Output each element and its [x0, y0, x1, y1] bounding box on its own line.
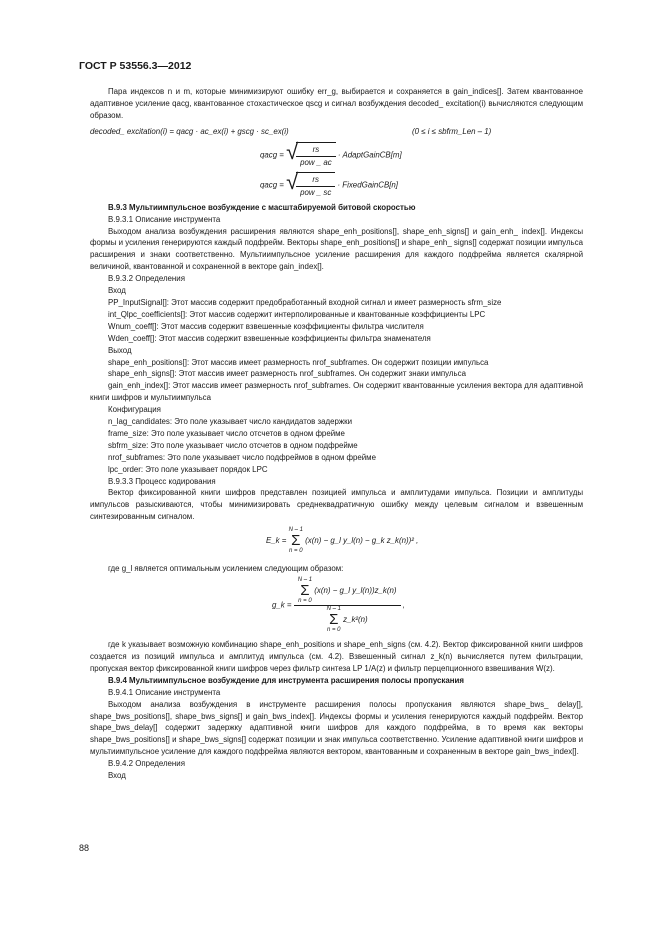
equation-excitation — [90, 122, 583, 142]
equation-excitation-condition: (0 ≤ i ≤ sbfrm_Len – 1) — [412, 126, 492, 136]
gain-definition: где g_l является оптимальным усилением следующим образом: — [108, 564, 344, 574]
section-heading-b94: В.9.4 Мультиимпульсное возбуждение для инструмента расширения полосы пропускания — [108, 675, 464, 685]
fraction — [296, 174, 335, 199]
equation-gain — [90, 575, 583, 639]
equation-qacg-fixed — [90, 168, 583, 202]
sqrt-symbol: √ $\frac{rs}{\text{pow \_ ac}}$ — [286, 142, 336, 169]
tool-description: Выходом анализа возбуждения в инструменте расширения полосы пропускания являются shape_bws_ delay[], shape_bws_positions[], shape_bws_signs[] и gain_bws_index[]. Индексы формы и усиления генерируются каждый подфрейм. Вектор shape_bws_delay[] содержит задержку адаптивной книги шифров для каждого подфрейма, в то время как векторы shape_bws_positions[] и shape_bws_signs[] содержат позиции и знак импульса соответственно. Усиление адаптивной книги шифров и мультиимпульсное усиление для каждого подфрейма являются вектором, квантованным и сохраненным в векторе gain_bws_index[]. — [90, 699, 583, 757]
definition-item: n_lag_candidates: Это поле указывает число кандидатов задержки — [108, 417, 353, 427]
definition-item: shape_enh_signs[]: Этот массив имеет размерность nrof_subframes. Он содержит знаки импульса — [108, 369, 466, 379]
document-body — [90, 86, 583, 782]
subsection-heading: В.9.4.1 Описание инструмента — [108, 687, 221, 697]
sqrt-symbol: √ $\frac{rs}{\text{pow \_ sc}}$ — [286, 172, 335, 199]
definition-item: gain_enh_index[]: Этот массив имеет размерность nrof_subframes. Он содержит квантованные усиления вектора для адаптивной книги шифров и мультиимпульса — [90, 381, 583, 403]
standard-header: ГОСТ Р 53556.3—2012 — [79, 60, 192, 72]
subsection-heading: В.9.3.3 Процесс кодирования — [108, 476, 216, 486]
definition-item: sbfrm_size: Это поле указывает число отсчетов в одном подфрейме — [108, 440, 358, 450]
equation-body: (x(n) − g_l y_l(n) − g_k z_k(n))² , — [305, 536, 419, 546]
equation-excitation-text: decoded_ excitation(i) = qacg · ac_ex(i) + gscg · sc_ex(i) — [90, 126, 289, 136]
fraction-numerator: rs — [296, 174, 335, 187]
equation-comma: , — [402, 600, 405, 610]
definition-item: int_Qlpc_coefficients[]: Этот массив содержит интерполированные и квантованные коэффициенты LPC — [108, 309, 486, 319]
definition-item: shape_enh_positions[]: Этот массив имеет размерность nrof_subframes. Он содержит позиции импульса — [108, 357, 489, 367]
tool-description: Выходом анализа возбуждения расширения являются shape_enh_positions[], shape_enh_signs[] и gain_enh_ index[]. Индексы формы и усиления генерируются каждый подфрейм. Векторы shape_enh_positions[] и shape_enh_ signs[] содержат позиции импульса расширения и знаки соответственно. Мультиимпульсное усиление расширения для каждого подфрейма является скалярной величиной, квантованной и сохраненной в векторе gain_index[]. — [90, 226, 583, 272]
fraction — [294, 577, 401, 634]
fraction-numerator: rs — [296, 144, 336, 157]
summation-symbol: N – 1 Σ n = 0 — [288, 527, 303, 555]
encoding-paragraph: Вектор фиксированной книги шифров представлен позицией импульса и амплитудами импульса. Позиции и амплитуды импульсов разыскиваются, чтобы минимизировать среднеквадратичную ошибку между целевым сигналом и взвешенным синтезированным сигналом. — [90, 488, 583, 522]
equation-lhs: qacg = — [260, 150, 284, 160]
section-heading-b93: В.9.3 Мультиимпульсное возбуждение с масштабируемой битовой скоростью — [108, 202, 416, 212]
equation-lhs: E_k = — [266, 536, 287, 546]
equation-qacg-adaptive — [90, 138, 583, 172]
equation-lhs: g_k = — [272, 600, 292, 610]
definition-item: nrof_subframes: Это поле указывает число подфреймов в одном фрейме — [108, 452, 376, 462]
equation-lhs: qacg = — [260, 180, 284, 190]
definition-item: frame_size: Это поле указывает число отсчетов в одном фрейме — [108, 428, 345, 438]
subsection-heading: В.9.4.2 Определения — [108, 759, 185, 769]
input-label: Вход — [108, 771, 126, 781]
definition-item: Wnum_coeff[]: Этот массив содержит взвешенные коэффициенты фильтра числителя — [108, 321, 424, 331]
definition-item: lpc_order: Это поле указывает порядок LPC — [108, 464, 268, 474]
page-number: 88 — [79, 843, 90, 853]
equation-error — [90, 523, 583, 563]
fraction-denominator: pow _ sc — [300, 187, 332, 197]
configuration-label: Конфигурация — [108, 405, 161, 415]
output-label: Выход — [108, 345, 132, 355]
fraction-denominator: N – 1 Σ n = 0 z_k²(n) — [326, 606, 368, 634]
equation-rhs: · FixedGainCB[n] — [337, 180, 398, 190]
fraction-numerator: N – 1 Σ n = 0 (x(n) − g_l y_l(n))z_k(n) — [294, 577, 401, 606]
fraction — [296, 144, 336, 169]
input-label: Вход — [108, 286, 126, 296]
intro-paragraph: Пара индексов n и m, которые минимизируют ошибку err_g, выбирается и сохраняется в gain_indices[]. Затем квантованное адаптивное усиление qacg, квантованное стохастическое qscg и сигнал возбуждения decoded_ excitation(i) вычисляются следующим образом. — [90, 87, 583, 120]
subsection-heading: В.9.3.2 Определения — [108, 274, 185, 284]
definition-item: PP_InputSignal[]: Этот массив содержит предобработанный входной сигнал и имеет размерность sfrm_size — [108, 297, 502, 307]
equation-rhs: · AdaptGainCB[m] — [337, 150, 402, 160]
fraction-denominator: pow _ ac — [300, 157, 332, 167]
definition-item: Wden_coeff[]: Этот массив содержит взвешенные коэффициенты фильтра знаменателя — [108, 333, 431, 343]
subsection-heading: В.9.3.1 Описание инструмента — [108, 214, 221, 224]
weighted-signal-paragraph: где k указывает возможную комбинацию shape_enh_positions и shape_enh_signs (см. 4.2). Вектор фиксированной книги шифров создается из позиций импульса и амплитуд импульса (см. 4.2). Взвешенный сигнал z_k(n) вычисляется путем фильтрации, пропуская вектор фиксированной книги шифров через фильтр синтеза LP 1/A(z) и фильтр перцепционного взвешивания W(z). — [90, 640, 583, 673]
